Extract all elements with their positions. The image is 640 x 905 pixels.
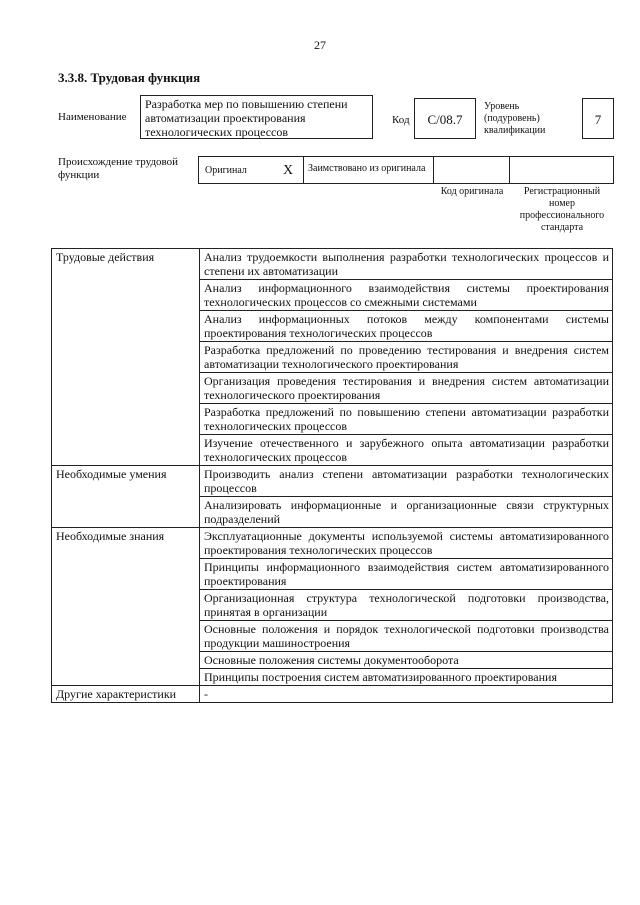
level-value: 7 [582, 98, 614, 139]
item-cell: Производить анализ степени автоматизации разработки технологических процессов [200, 466, 613, 497]
code-label: Код [392, 114, 410, 126]
item-cell: Анализировать информационные и организационные связи структурных подразделений [200, 497, 613, 528]
item-cell: Эксплуатационные документы используемой системы автоматизированного проектирования технологических процессов [200, 528, 613, 559]
original-cell [198, 156, 304, 184]
item-cell: Основные положения системы документооборота [200, 652, 613, 669]
reg-number-cell [509, 156, 614, 184]
item-cell: Разработка предложений по проведению тестирования и внедрения систем автоматизации технологического проектирования [200, 342, 613, 373]
table-row [52, 686, 613, 703]
item-cell: Организация проведения тестирования и внедрения систем автоматизации технологического проектирования [200, 373, 613, 404]
item-cell: Принципы построения систем автоматизированного проектирования [200, 669, 613, 686]
item-cell: Принципы информационного взаимодействия систем автоматизированного проектирования [200, 559, 613, 590]
origin-label: Происхождение трудовой функции [58, 156, 179, 181]
table-row [52, 466, 613, 497]
borrowed-cell [303, 156, 434, 184]
section-title: 3.3.8. Трудовая функция [58, 70, 201, 85]
code-original-cell [433, 156, 510, 184]
original-mark: X [283, 163, 294, 178]
original-label: Оригинал [205, 165, 247, 176]
table-row [52, 528, 613, 559]
table-row [52, 249, 613, 280]
code-original-label: Код оригинала [440, 186, 504, 197]
item-cell: Разработка предложений по повышению степени автоматизации разработки технологических процессов [200, 404, 613, 435]
function-table [51, 248, 613, 703]
item-cell: Анализ информационных потоков между компонентами системы проектирования технологических процессов [200, 311, 613, 342]
item-cell: Организационная структура технологической подготовки производства, принятая в организации [200, 590, 613, 621]
page-number: 27 [314, 38, 326, 52]
name-label: Наименование [58, 111, 127, 123]
item-cell: Анализ информационного взаимодействия системы проектирования технологических процессов со смежными системами [200, 280, 613, 311]
category-cell: Другие характеристики [52, 686, 200, 703]
category-cell: Необходимые знания [52, 528, 200, 686]
level-label: Уровень (подуровень) квалификации [484, 101, 546, 136]
item-cell: - [200, 686, 613, 703]
category-cell: Трудовые действия [52, 249, 200, 466]
category-cell: Необходимые умения [52, 466, 200, 528]
borrowed-label: Заимствовано из оригинала [308, 163, 426, 174]
item-cell: Основные положения и порядок технологической подготовки производства продукции машиностроения [200, 621, 613, 652]
reg-number-label: Регистрационный номер профессионального стандарта [519, 186, 605, 233]
item-cell: Изучение отечественного и зарубежного опыта автоматизации разработки технологических процессов [200, 435, 613, 466]
code-value: С/08.7 [414, 98, 476, 139]
item-cell: Анализ трудоемкости выполнения разработки технологических процессов и степени их автоматизации [200, 249, 613, 280]
name-value: Разработка мер по повышению степени автоматизации проектирования технологических процессов [140, 95, 373, 139]
